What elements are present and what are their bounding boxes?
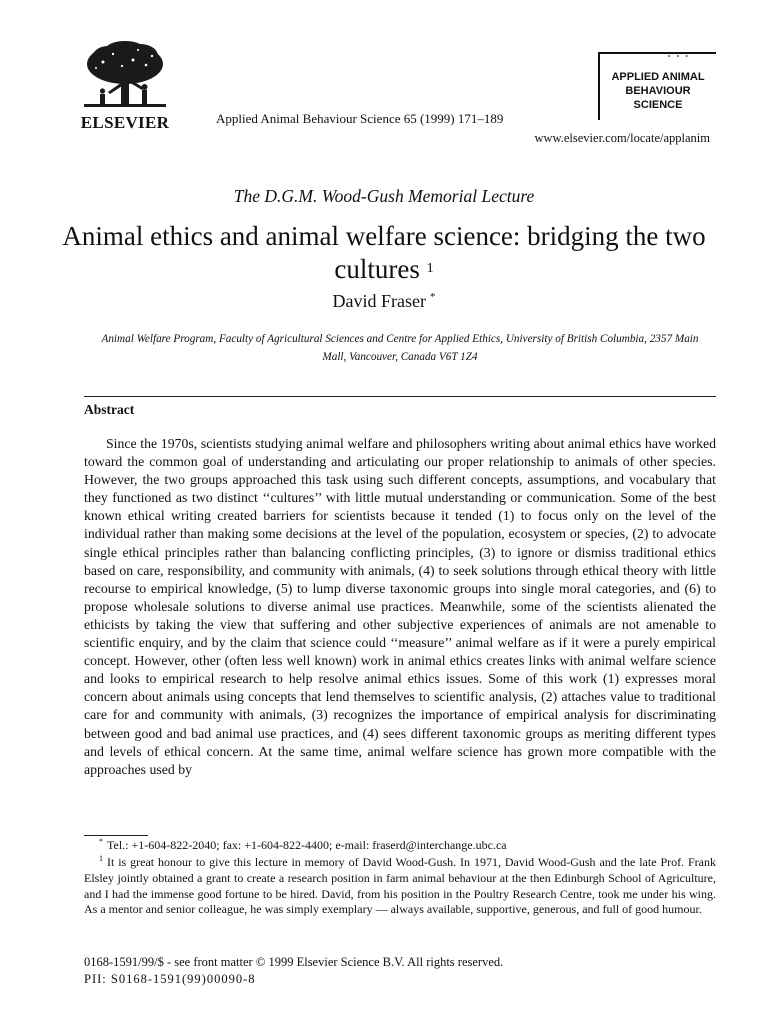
footnote-star-text: Tel.: +1-604-822-2040; fax: +1-604-822-4400; e-mail: fraserd@interchange.ubc.ca: [107, 838, 507, 852]
footnote-1-mark: 1: [99, 853, 103, 863]
journal-logo-line-1: APPLIED ANIMAL: [611, 71, 705, 83]
title-text: Animal ethics and animal welfare science: bridging the two cultures: [62, 221, 706, 284]
footnote-1: [84, 855, 716, 918]
title-footnote-mark: 1: [426, 261, 434, 276]
footnote-divider: [84, 835, 148, 836]
divider: [84, 396, 716, 397]
footnotes: [84, 838, 716, 918]
abstract-heading: Abstract: [84, 402, 135, 417]
lecture-series: The D.G.M. Wood-Gush Memorial Lecture: [233, 186, 535, 206]
journal-url[interactable]: www.elsevier.com/locate/applanim: [534, 131, 710, 145]
journal-logo-line-2: BEHAVIOUR: [625, 85, 691, 97]
pii-line: PII: S0168-1591(99)00090-8: [84, 972, 256, 986]
journal-logo-text: [602, 70, 714, 112]
abstract-text: Since the 1970s, scientists studying animal welfare and philosophers writing about animal ethics have worked toward the common goal of understanding and articulating our proper relationship to animals of other species. However, the two groups approached this task using such different concepts, assumptions, and vocabulary that they functioned as two distinct ‘‘cultures’’ with little mutual understanding or communication. Some of the best known ethical writing created barriers for scientists because it tended (1) to focus only on the level of the individual rather than making some decisions at the level of the population, ecosystem or species, (2) to advocate single ethical principles rather than balancing conflicting principles, (3) to ignore or dismiss traditional ethics based on care, responsibility, and community with animals, (4) to seek solutions through ethical theory with little recourse to empirical knowledge, (5) to lump diverse taxonomic groups into single moral categories, and (6) to propose wholesale solutions to diverse animal use practices. Meanwhile, some of the scientists alienated the ethicists by taking the view that suffering and other subjective experiences of animals are not amenable to scientific enquiry, and by the claim that science could ‘‘measure’’ animal welfare as if it were a purely empirical concept. However, other (often less well known) work in animal ethics creates links with animal welfare science and looks to empirical research to help resolve animal ethics issues. Some of this work (1) expresses moral concern about animals using concepts that lend themselves to scientific analysis, (2) attaches value to traditional care for and community with animals, (3) recognizes the importance of empirical analysis for discriminating between good and bad animal use practices, and (4) sees different taxonomic groups as meriting different types and levels of ethical concern. At the same time, animal welfare science has grown more compatible with the approaches used by: [84, 436, 716, 777]
footnote-star-mark: *: [99, 837, 103, 846]
issn-line: 0168-1591/99/$ - see front matter © 1999 Elsevier Science B.V. All rights reserved.: [84, 955, 504, 969]
front-matter: [84, 954, 503, 988]
journal-citation: Applied Animal Behaviour Science 65 (1999) 171–189: [216, 111, 504, 126]
decorative-dots-icon: • • •: [667, 52, 690, 61]
article-title: [60, 220, 708, 291]
journal-logo-line-3: SCIENCE: [633, 99, 683, 111]
author: [0, 291, 768, 312]
author-name: David Fraser: [332, 291, 426, 311]
author-affiliation: Animal Welfare Program, Faculty of Agricultural Sciences and Centre for Applied Ethics, University of British Columbia, 2357 Main Mall, Vancouver, Canada V6T 1Z4: [101, 333, 699, 363]
footnote-star: [84, 838, 716, 855]
publisher-name: ELSEVIER: [80, 113, 170, 132]
author-footnote-mark: *: [429, 291, 436, 303]
journal-logo: [598, 52, 716, 120]
footnote-1-text: It is great honour to give this lecture in memory of David Wood-Gush. In 1971, David Wood-Gush and the late Prof. Frank Elsley jointly obtained a grant to create a research position in farm animal behaviour at the then Edinburgh School of Agriculture, and I had the immense good fortune to be hired. David, from his position in the Poultry Research Centre, took me under his wing. As a mentor and senior colleague, he was simply exemplary — always available, supportive, generous, and full of good humour.: [84, 854, 716, 916]
